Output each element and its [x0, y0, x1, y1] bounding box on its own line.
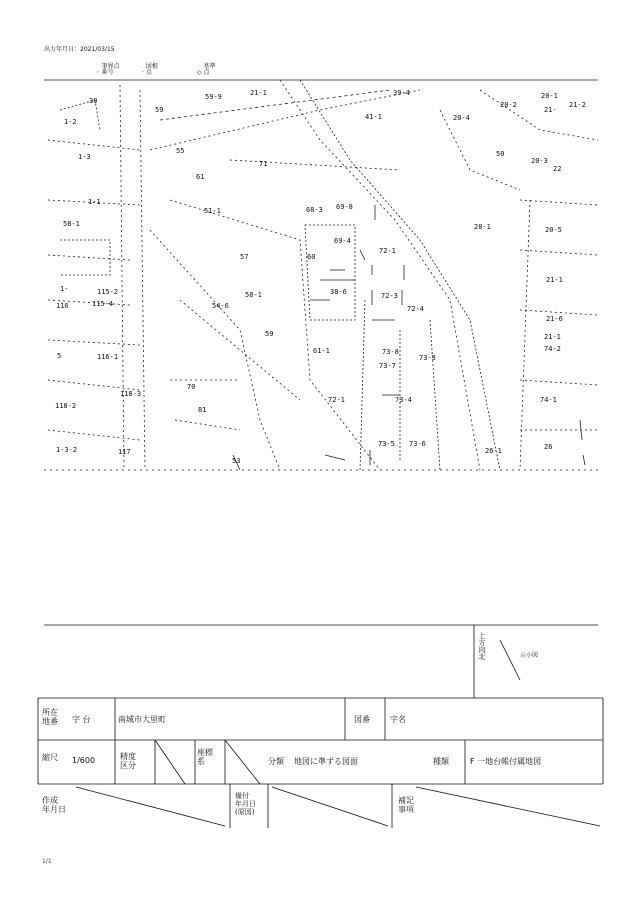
legend-marker-icon: ◇ [197, 69, 202, 76]
date-label: 備付 年月日 (原図) [235, 792, 256, 816]
parcel-label: 73-6 [409, 440, 426, 448]
parcel-label: 59 [155, 106, 164, 114]
location-label: 所在 地番 [42, 708, 58, 726]
parcel-label: 39-4 [393, 89, 410, 97]
parcel-label: 20-5 [545, 226, 562, 234]
north-caption: 上方向北 [478, 632, 486, 660]
parcel-label: 1-3 [78, 153, 91, 161]
parcel-label: 54-6 [212, 302, 229, 310]
remarks-label: 補記 事項 [398, 796, 414, 814]
parcel-label: 61-1 [313, 347, 330, 355]
parcel-label: 73-8 [382, 348, 399, 356]
parcel-label: 1-3-2 [56, 446, 78, 454]
parcel-label: 61 [196, 173, 205, 181]
parcel-label: 81 [198, 406, 207, 414]
parcel-label: 21- [544, 106, 557, 114]
type-value: F 一地台帳付属地図 [470, 757, 542, 766]
parcel-label: 20-2 [500, 101, 517, 109]
parcel-label: 116 [56, 302, 69, 310]
scale-value: 1/600 [72, 756, 96, 765]
parcel-label: 58-1 [245, 291, 262, 299]
coord-label: 座標 系 [197, 748, 213, 766]
scale-label: 縮尺 [42, 753, 58, 762]
location-value: 字 台 [72, 715, 91, 724]
parcel-label: 20-3 [531, 157, 548, 165]
parcel-label: 20-4 [453, 114, 470, 122]
legend-marker-icon: · [142, 69, 144, 76]
parcel-label: 74-1 [540, 396, 557, 404]
parcel-label: 21-1 [546, 276, 563, 284]
parcel-label: 21-2 [569, 101, 586, 109]
parcel-label: 26-1 [485, 447, 502, 455]
parcel-label: 73-5 [378, 440, 395, 448]
parcel-label: 115-2 [97, 288, 119, 296]
parcel-label: 53 [232, 457, 241, 465]
parcel-label: 1-2 [64, 118, 77, 126]
parcel-label: 21-6 [546, 315, 563, 323]
parcel-label: 22 [553, 165, 562, 173]
parcel-label: 21-1 [250, 89, 267, 97]
parcel-label: 1- [60, 285, 69, 293]
parcel-label: 72-4 [407, 305, 424, 313]
legend-marker-icon: ◦ [96, 69, 100, 76]
parcel-label: 74-2 [544, 345, 561, 353]
precision-label: 精度 区分 [120, 752, 136, 770]
parcel-label: 5 [57, 352, 62, 360]
parcel-label: 69-4 [334, 237, 351, 245]
parcel-label: 72-1 [379, 247, 396, 255]
parcel-label: 20-1 [541, 92, 558, 100]
parcel-label: 28-1 [474, 223, 491, 231]
parcel-label: 116-1 [97, 353, 119, 361]
category-label: 分類 [268, 757, 284, 766]
parcel-label: 72-1 [328, 396, 345, 404]
parcel-label: 38-6 [330, 288, 347, 296]
town-name: 南城市大里町 [118, 715, 166, 724]
parcel-label: 115-4 [92, 300, 114, 308]
parcel-label: 118-3 [120, 390, 142, 398]
creator-label: 作成 年月日 [42, 796, 66, 814]
parcel-label: 68-3 [306, 206, 323, 214]
print-date: 出力年月日：2021/03/15 [44, 46, 115, 53]
parcel-label: 26 [544, 443, 553, 451]
parcel-label: 58-1 [63, 220, 80, 228]
sheet-label: 図番 [354, 715, 370, 724]
sheet-value: 字名 [390, 715, 406, 724]
parcel-label: 41-1 [365, 113, 382, 121]
legend-label-1: 筆界点 番号 [101, 63, 120, 76]
parcel-label: 57 [240, 253, 249, 261]
parcel-label: 72-3 [381, 292, 398, 300]
parcel-label: 21-1 [544, 333, 561, 341]
type-label: 種類 [433, 757, 449, 766]
parcel-label: 117 [118, 448, 131, 456]
parcel-label: 59-9 [205, 93, 222, 101]
legend-label-3: 基準 点 [203, 63, 216, 76]
parcel-label: 73-4 [395, 396, 412, 404]
parcel-label: 50 [496, 150, 505, 158]
parcel-label: 51-1 [204, 207, 221, 215]
legend-label-2: 図根 点 [145, 63, 158, 76]
page-number: 1/1 [42, 858, 52, 865]
parcel-label: 71 [259, 160, 268, 168]
category-value: 地図に準ずる図面 [294, 757, 358, 766]
parcel-label: 30 [89, 97, 98, 105]
parcel-label: 70 [187, 383, 196, 391]
parcel-label: 73-7 [379, 362, 396, 370]
parcel-label: 69-8 [336, 203, 353, 211]
small-map-label: 示小図 [520, 652, 539, 659]
parcel-label: 55 [176, 147, 185, 155]
parcel-label: 118-2 [55, 402, 77, 410]
parcel-label: 59 [265, 330, 274, 338]
parcel-label: 1-1 [88, 198, 101, 206]
parcel-label: 73-3 [419, 354, 436, 362]
parcel-label: 60 [307, 253, 316, 261]
